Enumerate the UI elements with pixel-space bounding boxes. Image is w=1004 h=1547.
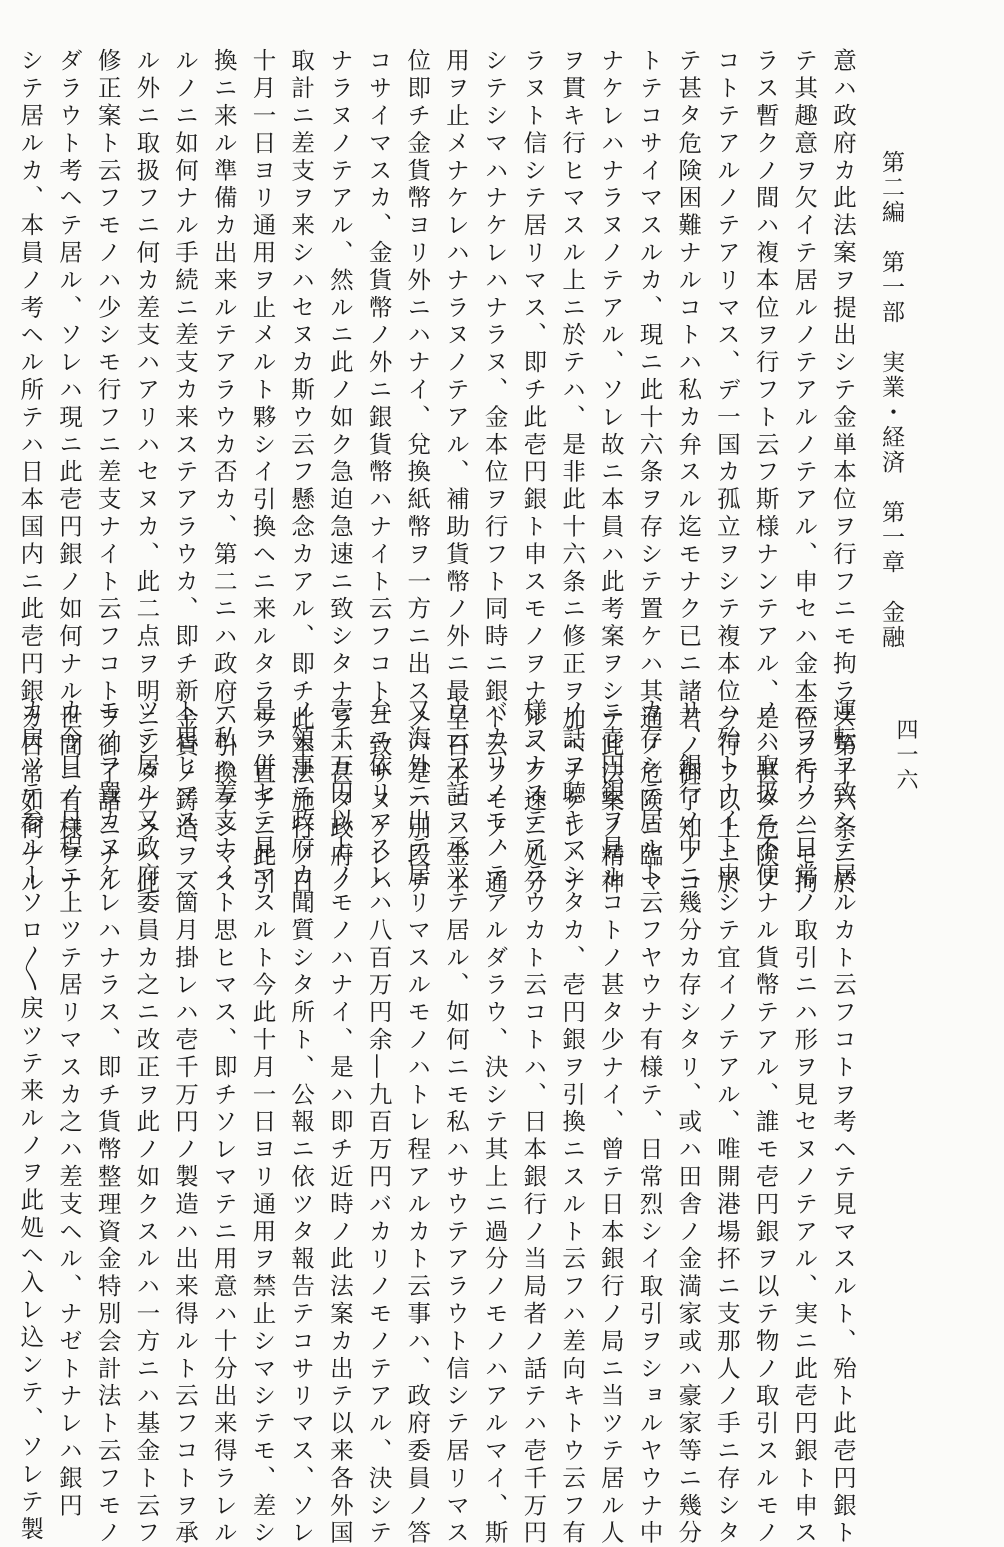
text-column: 取計ニ差支ヲ来シハセヌカ斯ウ云フ懸念カアル、即チ此本法施行ノ日: [287, 48, 316, 898]
lower-text-block: [11, 698, 862, 1547]
text-column: カ戻ツテ参ルーソロ〳〵戻ツテ来ルノヲ此処ヘ入レ込ンテ、ソレテ製: [16, 698, 45, 1544]
text-column: ニ壱円銀ヲ見ルコトノ甚タ少ナイ、曾テ日本銀行ノ局ニ当ツテ居ル人: [596, 698, 625, 1547]
text-column: トテコサイマスルカ、現ニ此十六条ヲ存シテ置ケハ其通ノ危険ニ臨マ: [635, 48, 664, 898]
text-column: ノハ取扱ニ不便ナル貨幣テアル、誰モ壱円銀ヲ以テ物ノ取引スルモノ: [751, 698, 780, 1547]
text-column: 意ハ政府カ此法案ヲ提出シテ金単本位ヲ行フニモ拘ラス第十六条ニ於: [829, 48, 857, 898]
text-column: コサイマスカ、金貨幣ノ外ニ銀貨幣ハナイト云フコトニ致サヌケレハ: [364, 48, 393, 898]
running-header: 第二編 第一部 実業・経済 第一章 金融: [878, 150, 904, 650]
text-column: ノ領事ニ政府カ聞質シタ所ト、公報ニ依ツタ報告テコサリマス、ソレ: [287, 698, 316, 1547]
text-column: 是ヲ併セテ見マスルト今此十月一日ヨリ通用ヲ禁止シマシテモ、差シ: [248, 698, 277, 1547]
text-column: 云フモノハ日常ノ取引ニハ形ヲ見セヌノテアル、実ニ此壱円銀ト申ス: [790, 698, 819, 1547]
text-column: ノ話ヲ聴キマシタカ、壱円銀ヲ引換ニスルト云フハ差向キトウ云フ有: [558, 698, 587, 1547]
text-column: バカリノモノテアルダラウ、決シテ其上ニ過分ノモノハアルマイ、斯: [480, 698, 509, 1547]
text-column: ラス暫クノ間ハ複本位ヲ行フト云フ斯様ナンテアル、是ハ甚タ危険ノ: [751, 48, 780, 898]
text-column: 十月一日ヨリ通用ヲ止メルト夥シイ引換ヘニ来ルタラウ、直チニ此引: [248, 48, 277, 898]
text-column: ル外ニ取扱フニ何カ差支ハアリハセヌカ、此二点ヲ明ニシタナラハ此: [132, 48, 161, 898]
text-column: 運転ヲ致シテ居ルカト云フコトヲ考ヘテ見マスルト、殆ト此壱円銀ト: [829, 698, 857, 1547]
text-column: 位即チ金貨幣ヨリ外ニハナイ、兌換紙幣ヲ一方ニ出スノハ是ハ別段テ: [403, 48, 432, 898]
text-column: テ私ハ差支ナイト思ヒマス、即チソレマテニ用意ハ十分出来得ラレル: [209, 698, 238, 1547]
text-column: モノヲ置カヌケレハナラス、即チ貨幣整理資金特別会計法ト云フモノ: [93, 698, 122, 1547]
text-column: 修正案ト云フモノハ少シモ行フニ差支ナイト云フコトヲ御了諸ニナル: [93, 48, 122, 898]
text-column: 弁ニ依リマスレハ八百万円余―九百万円バカリノモノテアル、決シテ: [364, 698, 393, 1547]
text-column: 用ヲ止メナケレハナラヌノテアル、補助貨幣ノ外ニ最早日本ニハ金本: [441, 48, 470, 898]
text-column: シテシマハナケレハナラヌ、金本位ヲ行フト同時ニ銀ト云フモノ、通: [480, 48, 509, 898]
text-column: ト思ヒマス、一箇月掛レハ壱千万円ノ製造ハ出来得ルト云フコトヲ承: [171, 698, 200, 1547]
text-column: 換ニ来ル準備カ出来ルテアラウカ否カ、第二ニハ政府ハ引換ヲシマス: [209, 48, 238, 898]
text-column: テ甚タ危険困難ナルコトハ私カ弁スル迄モナク已ニ諸君ノ御了知ノコ: [674, 48, 703, 898]
text-column: ナケレハナラヌノテアル、ソレ故ニ本員ハ此考案ヲシテ此法案ノ精神: [596, 48, 625, 898]
text-column: ダラウト考ヘテ居ル、ソレハ現ニ此壱円銀ノ如何ナル世間ニ有様ヲナ: [54, 48, 83, 898]
upper-text-block: [11, 48, 862, 898]
text-column: ハ殆トナイト申シテ宜イノテアル、唯開港場抔ニ支那人ノ手ニ存シタ: [712, 698, 741, 1547]
text-column: カ今日ノ日程ニ上ツテ居リマスカ之ハ差支ヘル、ナゼトナレハ銀円: [54, 698, 83, 1520]
text-column: リ、銀行ノ中ニ幾分カ存シタリ、或ハ田舎ノ金満家或ハ豪家等ニ幾分: [674, 698, 703, 1547]
text-column: ラヌト信シテ居リマス、即チ此壱円銀ト申スモノヲナルヘク速ニ処分: [519, 48, 548, 898]
text-column: テ其趣意ヲ欠イテ居ルノテアルノテアル、申セハ金本位ヲ行フニモ拘: [790, 48, 819, 898]
text-column: ナラヌノテアル、然ルニ此ノ如ク急迫急速ニ致シタナラハ甚タ政府ノ: [325, 48, 354, 898]
text-column: ツテ居ル又政府委員カ之ニ改正ヲ此ノ如クスルハ一方ニハ基金ト云フ: [132, 698, 161, 1547]
text-column: ルノニ如何ナル手続ニ差支カ来ステアラウカ、即チ新金貨ノ鋳造ヲス: [171, 48, 200, 898]
text-column: 壱千万円以上ノモノハナイ、是ハ即チ近時ノ此法案カ出テ以来各外国: [325, 698, 354, 1547]
text-column: カ存シテ居ルト云フヤウナ有様テ、日常烈シイ取引ヲショルヤウナ中: [635, 698, 664, 1547]
text-column: ヲ貫キ行ヒマスル上ニ於テハ、是非此十六条ニ修正ヲ加ヘナケレハナ: [558, 48, 587, 898]
text-column: 様ヲナステアラウカト云コトハ、日本銀行ノ当局者ノ話テハ壱千万円: [519, 698, 548, 1547]
page-number: 四一六: [893, 718, 918, 793]
text-column: ウ云フ話ヲ承ツテ居ル、如何ニモ私ハサウテアラウト信シテ居リマス: [441, 698, 470, 1547]
text-column: シテ居ルカ、本員ノ考ヘル所テハ日本国内ニ此壱円銀カ日常如何ナル: [16, 48, 45, 898]
text-column: コトテアルノテアリマス、デ一国カ孤立ヲシテ複本位ヲ行フ以上ニ於: [712, 48, 741, 898]
text-column: 又海外ニ出テ居リマスルモノハトレ程アルカト云事ハ、政府委員ノ答: [403, 698, 432, 1547]
